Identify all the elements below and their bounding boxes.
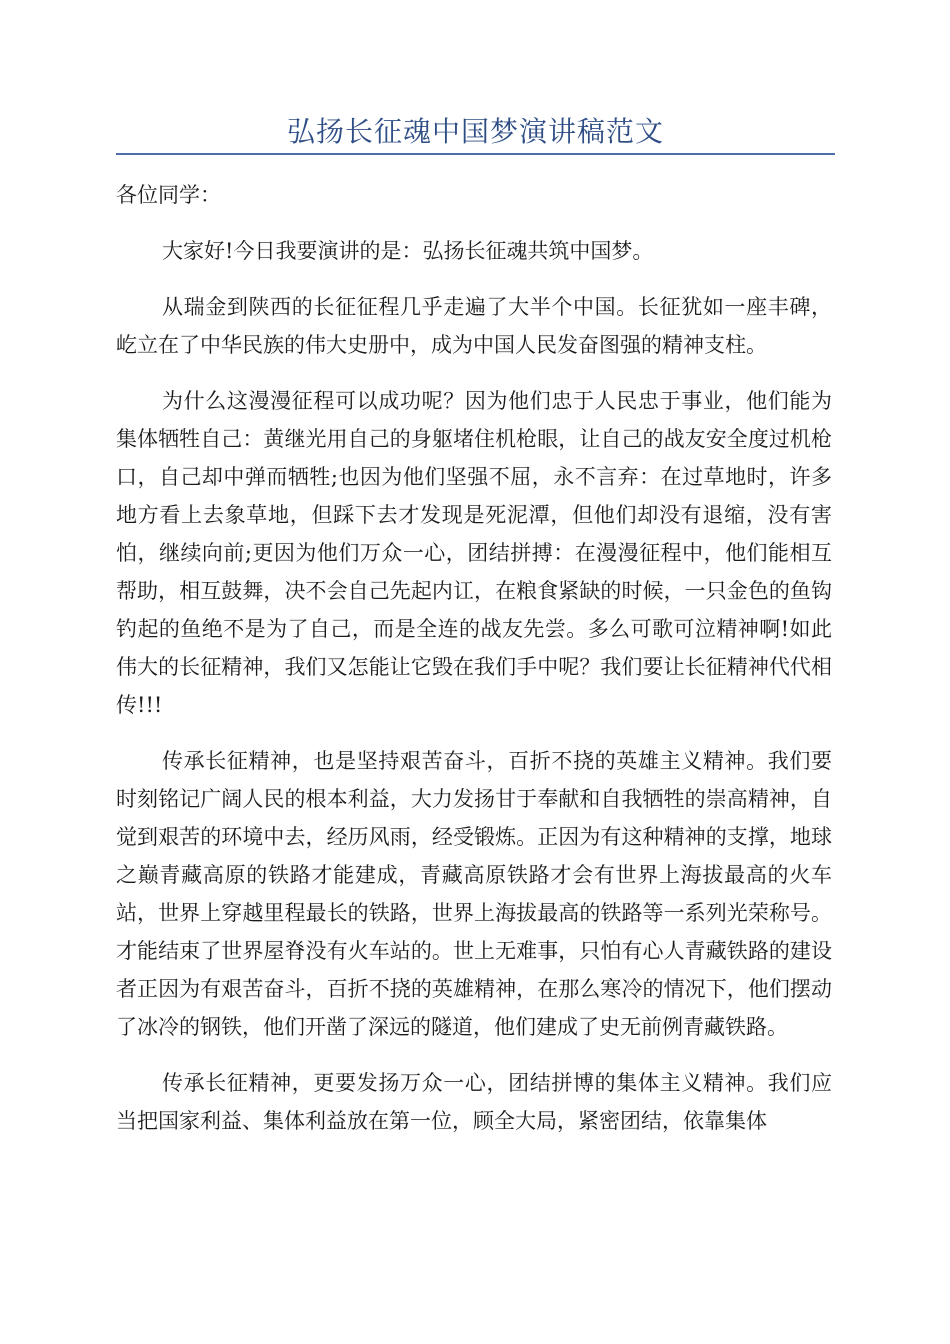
document-body (116, 176, 832, 1158)
body-paragraph: 传承长征精神，更要发扬万众一心，团结拼博的集体主义精神。我们应当把国家利益、集体利益放在第一位，顾全大局，紧密团结，依靠集体 (116, 1071, 832, 1133)
salutation-paragraph: 各位同学： (116, 183, 221, 207)
greeting-paragraph: 大家好!今日我要演讲的是：弘扬长征魂共筑中国梦。 (162, 239, 654, 263)
body-paragraph: 传承长征精神，也是坚持艰苦奋斗，百折不挠的英雄主义精神。我们要时刻铭记广阔人民的根本利益，大力发扬甘于奉献和自我牺牲的崇高精神，自觉到艰苦的环境中去，经历风雨，经受锻炼。正因为有这种精神的支撑，地球之巅青藏高原的铁路才能建成，青藏高原铁路才会有世界上海拔最高的火车站，世界上穿越里程最长的铁路，世界上海拔最高的铁路等一系列光荣称号。才能结束了世界屋脊没有火车站的。世上无难事，只怕有心人青藏铁路的建设者正因为有艰苦奋斗，百折不挠的英雄精神，在那么寒冷的情况下，他们摆动了冰冷的钢铁，他们开凿了深远的隧道，他们建成了史无前例青藏铁路。 (116, 749, 832, 1039)
title-underline (116, 153, 835, 155)
body-paragraph: 从瑞金到陕西的长征征程几乎走遍了大半个中国。长征犹如一座丰碑，屹立在了中华民族的伟大史册中，成为中国人民发奋图强的精神支柱。 (116, 295, 832, 357)
body-paragraph: 为什么这漫漫征程可以成功呢？因为他们忠于人民忠于事业，他们能为集体牺牲自己：黄继光用自己的身躯堵住机枪眼，让自己的战友安全度过机枪口，自己却中弹而牺牲;也因为他们坚强不屈，永不言弃：在过草地时，许多地方看上去象草地，但踩下去才发现是死泥潭，但他们却没有退缩，没有害怕，继续向前;更因为他们万众一心，团结拼搏：在漫漫征程中，他们能相互帮助，相互鼓舞，决不会自己先起内讧，在粮食紧缺的时候，一只金色的鱼钩钓起的鱼绝不是为了自己，而是全连的战友先尝。多么可歌可泣精神啊!如此伟大的长征精神，我们又怎能让它毁在我们手中呢？我们要让长征精神代代相传!!! (116, 389, 832, 717)
document-title: 弘扬长征魂中国梦演讲稿范文 (286, 115, 664, 148)
